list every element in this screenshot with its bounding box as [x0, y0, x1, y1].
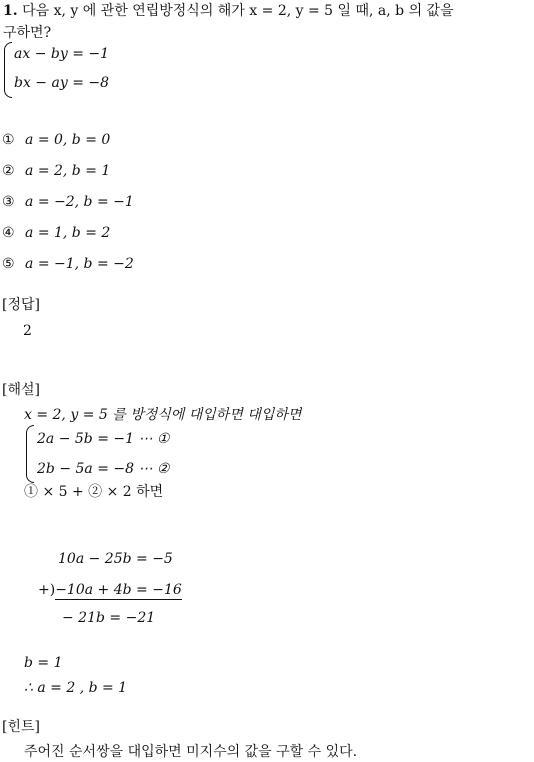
- choice-text: a = 2, b = 1: [25, 163, 111, 179]
- problem-eq-2: bx − ay = −8: [14, 75, 110, 91]
- choice-2[interactable]: [2, 164, 110, 178]
- calc-row-2: [38, 583, 182, 597]
- choice-text: a = −2, b = −1: [25, 194, 134, 210]
- solution-eq-2: 2b − 5a = −8 ⋯ ②: [37, 461, 170, 477]
- solution-line-1: x = 2, y = 5 를 방정식에 대입하면 대입하면: [24, 407, 302, 423]
- choice-mark: ④: [2, 225, 15, 241]
- solution-line-2: ① × 5 + ② × 2 하면: [24, 484, 164, 500]
- answer-heading: [정답]: [2, 297, 40, 313]
- calc-plus-prefix: +): [38, 582, 56, 598]
- choice-mark: ③: [2, 194, 15, 210]
- choice-text: a = 1, b = 2: [25, 225, 111, 241]
- solution-eq-1: 2a − 5b = −1 ⋯ ①: [37, 431, 170, 447]
- problem-eq-1: ax − by = −1: [14, 46, 110, 62]
- choice-text: a = −1, b = −2: [25, 256, 134, 272]
- result-line-2: ∴ a = 2 , b = 1: [24, 680, 128, 696]
- problem-line-2: 구하면?: [3, 25, 52, 41]
- result-line-1: b = 1: [24, 655, 63, 671]
- solution-system-brace: [26, 425, 34, 483]
- choice-3[interactable]: [2, 195, 134, 209]
- problem-number: 1.: [3, 3, 18, 19]
- calc-row-1: 10a − 25b = −5: [58, 551, 173, 567]
- problem-system-brace: [4, 42, 12, 98]
- problem-line-1: [3, 4, 454, 18]
- choice-4[interactable]: [2, 226, 110, 240]
- problem-text: 다음 x, y 에 관한 연립방정식의 해가 x = 2, y = 5 일 때, a, b 의 값을: [22, 3, 454, 19]
- hint-heading: [힌트]: [2, 719, 40, 735]
- choice-text: a = 0, b = 0: [25, 132, 111, 148]
- answer-value: 2: [23, 323, 32, 339]
- choice-mark: ①: [2, 132, 15, 148]
- choice-mark: ⑤: [2, 256, 15, 272]
- solution-heading: [해설]: [2, 382, 40, 398]
- hint-text: 주어진 순서쌍을 대입하면 미지수의 값을 구할 수 있다.: [24, 744, 358, 760]
- choice-1[interactable]: [2, 133, 110, 147]
- choice-mark: ②: [2, 163, 15, 179]
- calc-row-2-expression: −10a + 4b = −16: [55, 582, 182, 598]
- choice-5[interactable]: [2, 257, 134, 271]
- calc-row-3: − 21b = −21: [62, 610, 156, 626]
